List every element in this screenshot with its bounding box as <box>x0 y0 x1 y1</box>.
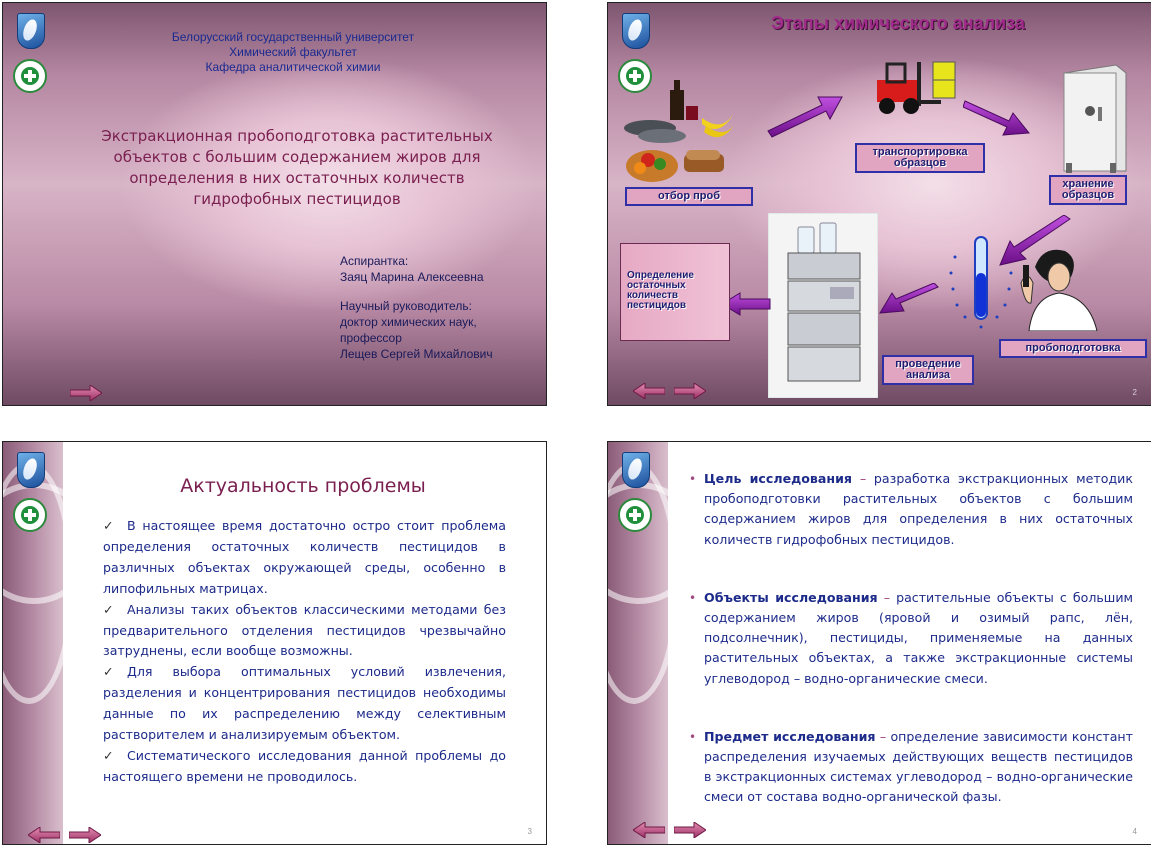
title-line: Экстракционная пробоподготовка растительных <box>101 127 493 145</box>
supervisor-name: Лещев Сергей Михайлович <box>340 347 493 361</box>
list-item <box>103 600 506 663</box>
label-prep: пробоподготовка <box>999 339 1147 358</box>
label-result: Определение остаточных количеств пестицидов <box>627 270 694 311</box>
storage-safe-icon <box>1056 63 1131 178</box>
next-slide-arrow-icon[interactable] <box>674 822 706 838</box>
title-line: определения в них остаточных количеств <box>129 169 465 187</box>
forklift-icon <box>873 58 963 118</box>
page-number: 2 <box>1132 388 1137 397</box>
item-text: Анализы таких объектов классическими методами без предварительного отделения пестицидов чрезвычайно затруднены, если вообще возможны. <box>103 601 506 659</box>
faculty-emblem-icon <box>13 498 47 532</box>
next-slide-arrow-icon[interactable] <box>70 385 102 401</box>
presentation-title <box>83 126 511 210</box>
university-shield-icon <box>17 13 45 49</box>
item-dash: – <box>859 471 867 486</box>
item-text: определение зависимости констант распределения изучаемых действующих веществ пестицидов в экстракционных системах углеводород – водно-органические смеси от состава водно-органической фазы. <box>704 728 1134 805</box>
title-header <box>63 30 523 75</box>
checkmark-icon: ✓ <box>103 664 114 680</box>
item-term: Цель исследования <box>704 471 853 486</box>
list-item-goal <box>686 469 1133 550</box>
checkmark-icon: ✓ <box>103 601 114 617</box>
slide-2[interactable] <box>607 2 1151 406</box>
arrow-to-storage-icon <box>963 93 1031 137</box>
title-line: объектов с большим содержанием жиров для <box>113 148 481 166</box>
research-goals-list <box>686 469 1133 808</box>
bullet-icon: • <box>689 590 697 605</box>
slide-3[interactable] <box>2 441 547 845</box>
author-name: Заяц Марина Алексеевна <box>340 270 484 284</box>
item-dash: – <box>879 728 887 744</box>
list-item <box>103 516 506 600</box>
food-products-icon <box>622 78 742 188</box>
list-item-subject <box>686 727 1133 808</box>
prev-slide-arrow-icon[interactable] <box>633 822 665 838</box>
author-block <box>340 253 540 362</box>
university-shield-icon <box>622 452 650 488</box>
checkmark-icon: ✓ <box>103 518 114 533</box>
item-text: Для выбора оптимальных условий извлечения, разделения и концентрирования пестицидов необходимы данные по их распределению между селективным растворителем и анализируемым объектом. <box>103 664 506 743</box>
arrow-to-prep-icon <box>996 215 1072 271</box>
checkmark-icon: ✓ <box>103 747 114 763</box>
item-text: разработка экстракционных методик пробоподготовки растительных объектов с большим содержанием жиров для определения в них остаточных количеств гидрофобных пестицидов. <box>704 471 1133 547</box>
next-slide-arrow-icon[interactable] <box>69 827 101 843</box>
list-item-objects <box>686 588 1133 689</box>
list-item <box>103 662 506 746</box>
supervisor-degree: доктор химических наук, <box>340 315 477 329</box>
item-term: Предмет исследования <box>704 728 876 744</box>
label-storage: хранение образцов <box>1049 175 1127 205</box>
relevance-list <box>103 516 506 788</box>
prev-slide-arrow-icon[interactable] <box>28 827 60 843</box>
label-transport: транспортировка образцов <box>855 143 985 173</box>
page-number: 3 <box>527 827 532 836</box>
faculty-emblem-icon <box>13 59 47 93</box>
item-dash: – <box>883 589 890 605</box>
faculty-emblem-icon <box>618 498 652 532</box>
prev-slide-arrow-icon[interactable] <box>633 383 665 399</box>
faculty-name: Химический факультет <box>229 45 357 59</box>
title-line: гидрофобных пестицидов <box>193 190 401 208</box>
item-text: Систематического исследования данной проблемы до настоящего времени не проводилось. <box>103 747 506 784</box>
result-scroll <box>620 243 730 341</box>
supervisor-title: профессор <box>340 331 402 345</box>
slide-title: Актуальность проблемы <box>180 475 426 497</box>
label-sampling: отбор проб <box>625 187 753 206</box>
item-term: Объекты исследования <box>704 589 878 605</box>
hplc-instrument-icon <box>768 213 878 398</box>
university-shield-icon <box>622 13 650 49</box>
arrow-to-analysis-icon <box>876 283 940 323</box>
bullet-icon: • <box>689 472 697 486</box>
slide-4[interactable] <box>607 441 1151 845</box>
item-text: В настоящее время достаточно остро стоит проблема определения остаточных количеств пестицидов в различных объектах окружающей среды, особенно в липофильных матрицах. <box>103 518 506 596</box>
slide-1[interactable] <box>2 2 547 406</box>
label-analysis: проведение анализа <box>882 355 974 385</box>
next-slide-arrow-icon[interactable] <box>674 383 706 399</box>
bullet-icon: • <box>689 729 697 744</box>
university-name: Белорусский государственный университет <box>171 30 415 44</box>
arrow-to-transport-icon <box>766 91 846 141</box>
list-item <box>103 746 506 788</box>
university-shield-icon <box>17 452 45 488</box>
page-number: 4 <box>1132 827 1137 836</box>
supervisor-role: Научный руководитель: <box>340 299 472 313</box>
department-name: Кафедра аналитической химии <box>205 60 381 74</box>
item-text: растительные объекты с большим содержанием жиров (яровой и озимый рапс, лён, подсолнечник), пестициды, применяемые на данных растительных объектах, а также экстракционные системы углеводород – водно-органические смеси. <box>704 589 1134 686</box>
author-role: Аспирантка: <box>340 254 409 268</box>
slide-title: Этапы химического анализа <box>771 13 1025 33</box>
